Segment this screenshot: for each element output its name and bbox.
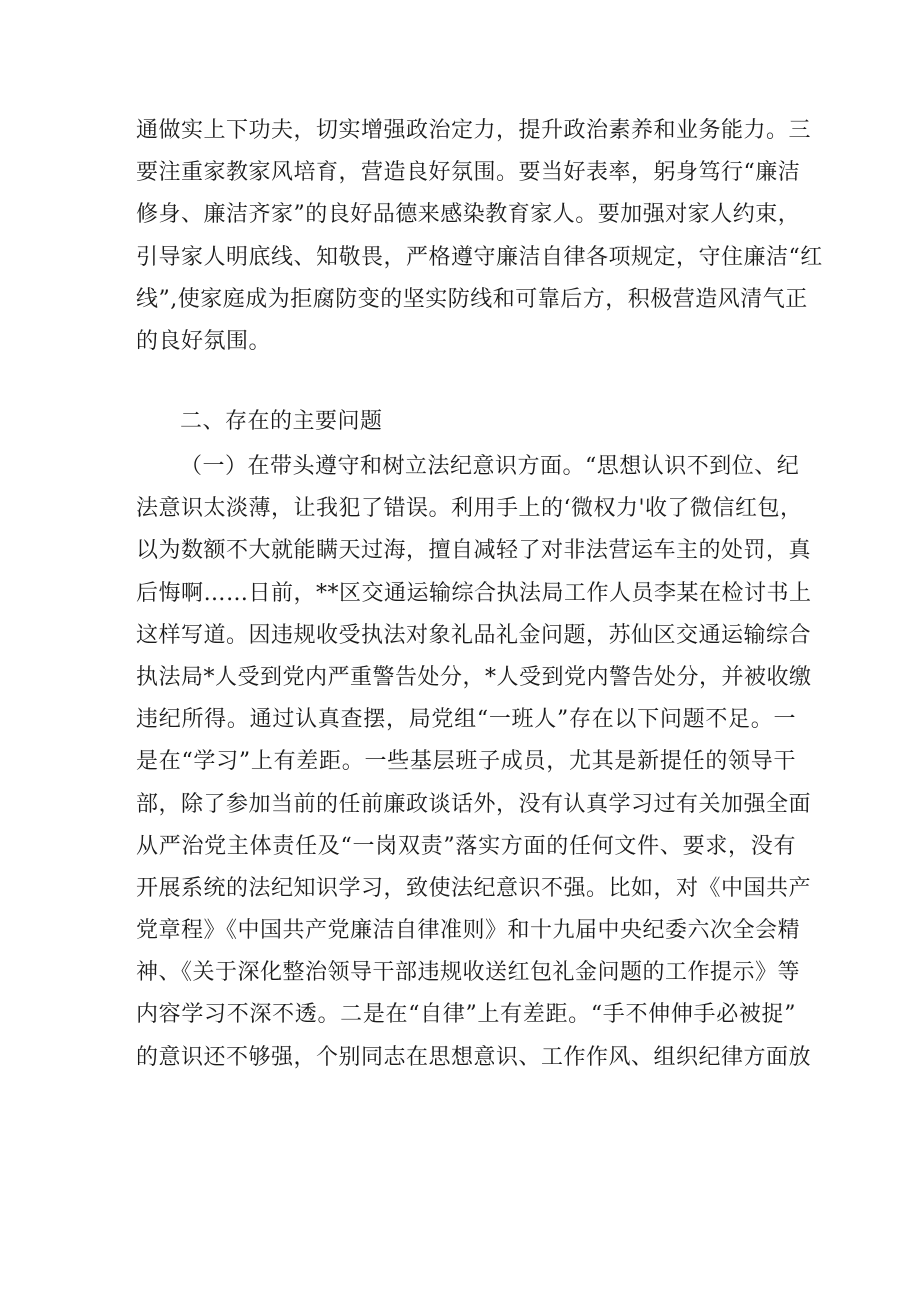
paragraph-line: 执法局*人受到党内严重警告处分，*人受到党内警告处分，并被收缴: [136, 664, 812, 690]
paragraph-line: 从严治党主体责任及“一岗双责”落实方面的任何文件、要求，没有: [136, 833, 796, 859]
paragraph-issues: [136, 446, 812, 1079]
paragraph-line: 引导家人明底线、知敬畏，严格遵守廉洁自律各项规定，守住廉洁“红: [136, 244, 823, 270]
paragraph-line: 的良好氛围。: [136, 328, 272, 354]
paragraph-line: 神、《关于深化整治领导干部违规收送红包礼金问题的工作提示》等: [136, 960, 801, 986]
paragraph-line: 法意识太淡薄，让我犯了错误。利用手上的‘微权力'收了微信红包，: [136, 496, 803, 522]
paragraph-line: 以为数额不大就能瞒天过海，擅自减轻了对非法营运车主的处罚，真: [136, 538, 812, 564]
section-heading: 二、存在的主要问题: [180, 409, 383, 434]
paragraph-line: 党章程》《中国共产党廉洁自律准则》和十九届中央纪委六次全会精: [136, 918, 801, 944]
paragraph-line: 线”,使家庭成为拒腐防变的坚实防线和可靠后方，积极营造风清气正: [136, 286, 808, 312]
paragraph-line: 这样写道。因违规收受执法对象礼品礼金问题，苏仙区交通运输综合: [136, 622, 812, 648]
paragraph-line: 要注重家教家风培育，营造良好氛围。要当好表率，躬身笃行“廉洁: [136, 160, 801, 186]
paragraph-continued: [136, 110, 823, 363]
paragraph-line: 修身、廉洁齐家”的良好品德来感染教育家人。要加强对家人约束，: [136, 202, 801, 228]
paragraph-line: 违纪所得。通过认真查摆，局党组“一班人”存在以下问题不足。一: [136, 707, 796, 733]
paragraph-line: 部，除了参加当前的任前廉政谈话外，没有认真学习过有关加强全面: [136, 791, 812, 817]
paragraph-line: 后悔啊……日前，**区交通运输综合执法局工作人员李某在检讨书上: [136, 580, 812, 606]
paragraph-line: 的意识还不够强，个别同志在思想意识、工作作风、组织纪律方面放: [136, 1044, 812, 1070]
paragraph-line: 开展系统的法纪知识学习，致使法纪意识不强。比如，对《中国共产: [136, 875, 812, 901]
paragraph-line: （一）在带头遵守和树立法纪意识方面。“思想认识不到位、纪: [180, 454, 800, 479]
paragraph-line: 通做实上下功夫，切实增强政治定力，提升政治素养和业务能力。三: [136, 118, 812, 143]
paragraph-line: 是在“学习”上有差距。一些基层班子成员，尤其是新提任的领导干: [136, 749, 796, 775]
paragraph-line: 内容学习不深不透。二是在“自律”上有差距。“手不伸伸手必被捉”: [136, 1002, 796, 1028]
